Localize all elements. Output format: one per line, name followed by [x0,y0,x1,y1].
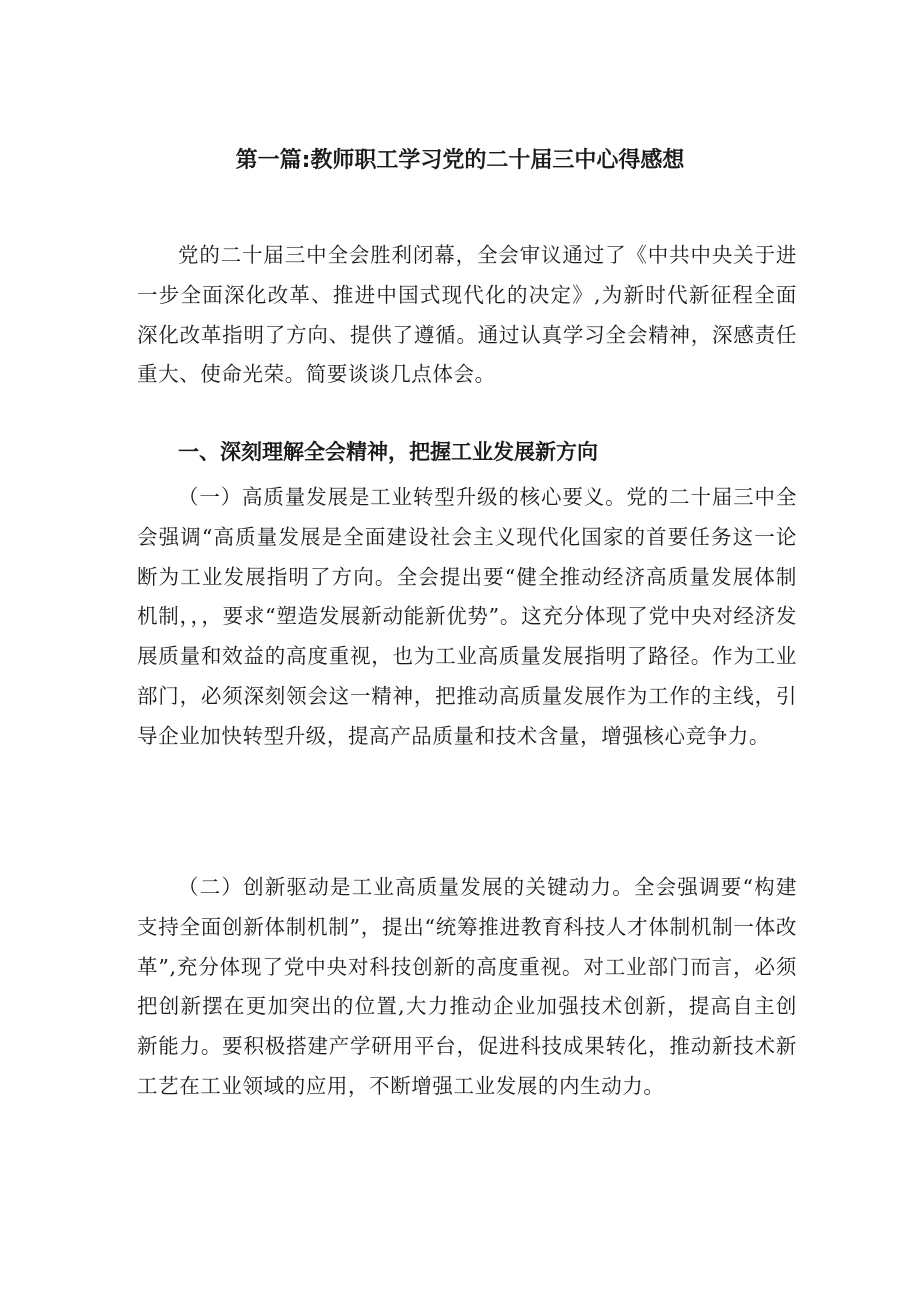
intro-paragraph: 党的二十届三中全会胜利闭幕，全会审议通过了《中共中央关于进一步全面深化改革、推进中国式现代化的决定》,为新时代新征程全面深化改革指明了方向、提供了遵循。通过认真学习全会精神，深感责任重大、使命光荣。简要谈谈几点体会。 [137,243,797,387]
body-paragraph-2: （二）创新驱动是工业高质量发展的关键动力。全会强调要“构建支持全面创新体制机制”，提出“统筹推进教育科技人才体制机制一体改革”,充分体现了党中央对科技创新的高度重视。对工业部门而言，必须把创新摆在更加突出的位置,大力推动企业加强技术创新，提高自主创新能力。要积极搭建产学研用平台，促进科技成果转化，推动新技术新工艺在工业领域的应用，不断增强工业发展的内生动力。 [137,875,797,1098]
section-heading: 一、深刻理解全会精神，把握工业发展新方向 [178,440,598,464]
body-paragraph-1: （一）高质量发展是工业转型升级的核心要义。党的二十届三中全会强调“高质量发展是全面建设社会主义现代化国家的首要任务这一论断为工业发展指明了方向。全会提出要“健全推动经济高质量发展体制机制，，，要求“塑造发展新动能新优势”。这充分体现了党中央对经济发展质量和效益的高度重视，也为工业高质量发展指明了路径。作为工业部门，必须深刻领会这一精神，把推动高质量发展作为工作的主线，引导企业加快转型升级，提高产品质量和技术含量，增强核心竞争力。 [137,485,797,748]
document-title: 第一篇:教师职工学习党的二十届三中心得感想 [235,148,685,173]
